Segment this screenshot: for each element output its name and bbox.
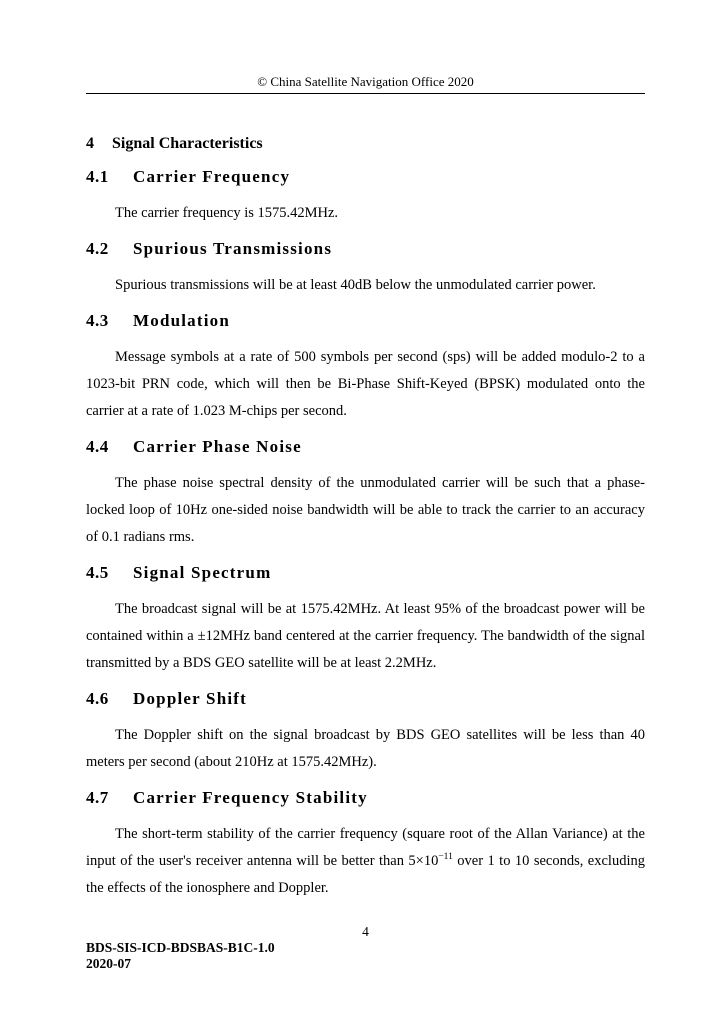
section-number: 4.4 bbox=[86, 437, 109, 456]
section-title: Carrier Frequency Stability bbox=[133, 788, 368, 807]
section-paragraph-4-6: The Doppler shift on the signal broadcast by BDS GEO satellites will be less than 40 meters per second (about 210Hz at 1575.42MHz). bbox=[86, 727, 645, 770]
section-heading-4-3 bbox=[86, 310, 645, 332]
section-title: Doppler Shift bbox=[133, 689, 247, 708]
section-heading-4-1 bbox=[86, 166, 645, 188]
header-copyright: © China Satellite Navigation Office 2020 bbox=[257, 74, 474, 89]
page-header bbox=[86, 74, 645, 94]
page-footer bbox=[86, 940, 645, 971]
section-number: 4.1 bbox=[86, 167, 109, 186]
section-number: 4.5 bbox=[86, 563, 109, 582]
section-paragraph-4-7 bbox=[86, 821, 645, 902]
section-title: Spurious Transmissions bbox=[133, 239, 333, 258]
section-title: Carrier Frequency bbox=[133, 167, 291, 186]
section-paragraph-4-4: The phase noise spectral density of the unmodulated carrier will be such that a phase-locked loop of 10Hz one-sided noise bandwidth will be able to track the carrier to an accuracy of 0.1 radians rms. bbox=[86, 475, 645, 545]
section-number: 4.6 bbox=[86, 689, 109, 708]
superscript-exponent: −11 bbox=[438, 852, 453, 863]
section-heading-4 bbox=[86, 133, 645, 154]
paragraph-text-after-superscript: over 1 to 10 seconds, excluding the effects of the ionosphere and Doppler. bbox=[86, 853, 645, 896]
section-number: 4.3 bbox=[86, 311, 109, 330]
section-heading-4-4 bbox=[86, 436, 645, 458]
section-heading-4-2 bbox=[86, 238, 645, 260]
section-title: Signal Characteristics bbox=[112, 135, 263, 152]
section-paragraph-4-5: The broadcast signal will be at 1575.42MHz. At least 95% of the broadcast power will be contained within a ±12MHz band centered at the carrier frequency. The bandwidth of the signal transmitted by a BDS GEO satellite will be at least 2.2MHz. bbox=[86, 601, 645, 671]
section-paragraph-4-1: The carrier frequency is 1575.42MHz. bbox=[115, 205, 339, 221]
section-paragraph-4-2: Spurious transmissions will be at least 40dB below the unmodulated carrier power. bbox=[115, 277, 596, 293]
footer-document-date: 2020-07 bbox=[86, 955, 131, 971]
section-title: Carrier Phase Noise bbox=[133, 437, 302, 456]
section-paragraph-4-3: Message symbols at a rate of 500 symbols per second (sps) will be added modulo-2 to a 1023-bit PRN code, which will then be Bi-Phase Shift-Keyed (BPSK) modulated onto the carrier at a rate of 1.023 M-chips per second. bbox=[86, 349, 645, 419]
section-title: Signal Spectrum bbox=[133, 563, 272, 582]
section-heading-4-6 bbox=[86, 688, 645, 710]
section-number: 4.2 bbox=[86, 239, 109, 258]
section-title: Modulation bbox=[133, 311, 231, 330]
footer-document-id: BDS-SIS-ICD-BDSBAS-B1C-1.0 bbox=[86, 940, 275, 955]
page-number: 4 bbox=[362, 924, 369, 939]
document-content bbox=[86, 133, 645, 902]
section-heading-4-5 bbox=[86, 562, 645, 584]
section-number: 4.7 bbox=[86, 788, 109, 807]
section-number: 4 bbox=[86, 135, 94, 152]
paragraph-text-before-superscript: The short-term stability of the carrier frequency (square root of the Allan Variance) at the input of the user's receiver antenna will be better than 5×10 bbox=[86, 826, 645, 869]
section-heading-4-7 bbox=[86, 787, 645, 809]
